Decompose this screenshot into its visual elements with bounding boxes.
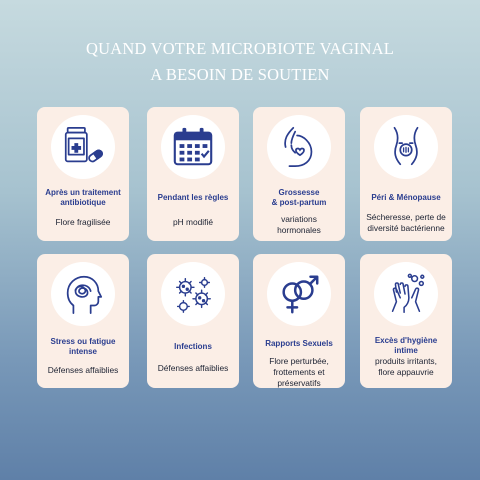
uterus-icon [383, 124, 429, 170]
icon-circle [51, 115, 115, 179]
card-heading: Infections [174, 342, 212, 351]
card-menstruation [147, 107, 239, 241]
card-description: Défenses affaiblies [47, 365, 119, 375]
card-heading: Stress ou fatigue intense [50, 337, 116, 356]
card-heading: Péri & Ménopause [371, 193, 441, 202]
icon-circle [161, 262, 225, 326]
icon-circle [267, 115, 331, 179]
gender-symbols-icon [276, 271, 322, 317]
card-heading: Grossesse & post-partum [271, 188, 327, 207]
card-heading: Rapports Sexuels [265, 339, 333, 348]
card-heading: Pendant les règles [157, 193, 229, 202]
stressed-head-icon [60, 271, 106, 317]
pregnancy-icon [276, 124, 322, 170]
card-description: Défenses affaiblies [157, 363, 229, 373]
card-description: Sécheresse, perte de diversité bactérienne [366, 212, 446, 233]
icon-circle [51, 262, 115, 326]
card-heading: Excès d'hygiène intime [374, 336, 438, 355]
card-sexual-intercourse [253, 254, 345, 388]
calendar-icon [170, 124, 216, 170]
card-description: Flore fragilisée [55, 217, 111, 227]
card-heading: Après un traitement antibiotique [45, 188, 121, 207]
card-stress [37, 254, 129, 388]
icon-circle [374, 262, 438, 326]
card-hygiene-excess [360, 254, 452, 388]
card-pregnancy [253, 107, 345, 241]
card-description: produits irritants, flore appauvrie [375, 356, 437, 377]
card-description: Flore perturbée, frottements et préservatifs [269, 356, 329, 388]
handwashing-icon [383, 271, 429, 317]
germs-icon [170, 271, 216, 317]
card-antibiotics [37, 107, 129, 241]
page-title-line-1: QUAND VOTRE MICROBIOTE VAGINAL [85, 39, 395, 58]
card-description: pH modifié [172, 217, 214, 227]
medication-icon [60, 124, 106, 170]
icon-circle [374, 115, 438, 179]
card-menopause [360, 107, 452, 241]
icon-circle [161, 115, 225, 179]
icon-circle [267, 262, 331, 326]
card-infections [147, 254, 239, 388]
page-title-line-2: A BESOIN DE SOUTIEN [150, 65, 330, 84]
card-description: variations hormonales [277, 214, 321, 235]
